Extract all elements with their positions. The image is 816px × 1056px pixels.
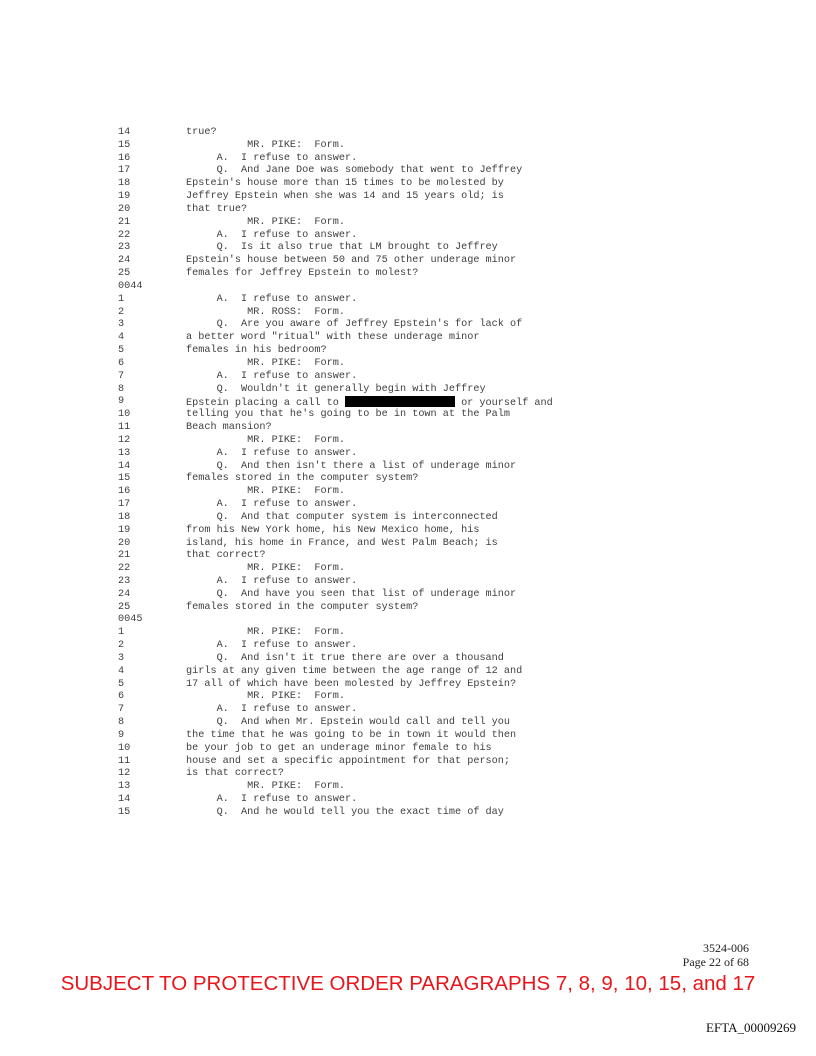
line-number: 4 [118, 332, 125, 344]
transcript-line [118, 640, 638, 653]
transcript-line [118, 512, 638, 525]
line-number: 1 [118, 627, 125, 639]
line-text [186, 486, 345, 499]
page-number: Page 22 of 68 [682, 955, 749, 969]
line-number: 15 [118, 806, 131, 818]
line-text [186, 319, 522, 332]
line-text-content: MR. PIKE: Form. [186, 781, 345, 793]
line-number: 3 [118, 319, 125, 331]
line-text-content: Q. And Jane Doe was somebody that went to Jeffrey [186, 165, 523, 177]
line-text-content: A. I refuse to answer. [186, 704, 358, 716]
line-text-content: females in his bedroom? [186, 345, 327, 357]
line-number: 24 [118, 255, 131, 267]
transcript-line [118, 525, 638, 538]
line-text-after-redaction: or yourself and [454, 398, 553, 410]
line-number: 11 [118, 422, 131, 434]
line-text [186, 679, 516, 692]
line-number: 12 [118, 434, 131, 446]
transcript-line [118, 319, 638, 332]
line-text [186, 538, 498, 551]
line-text-content: MR. PIKE: Form. [186, 691, 345, 703]
redaction-box [345, 396, 455, 407]
transcript-line [118, 461, 638, 474]
line-text-content: MR. PIKE: Form. [186, 357, 345, 369]
line-text [186, 268, 418, 281]
line-number: 2 [118, 306, 125, 318]
line-text-content: be your job to get an underage minor female to his [186, 742, 492, 754]
transcript-line [118, 576, 638, 589]
line-number: 7 [118, 704, 125, 716]
line-text-content: Epstein's house more than 15 times to be molested by [186, 178, 504, 190]
transcript-line [118, 807, 638, 820]
transcript-line [118, 255, 638, 268]
line-text [186, 653, 504, 666]
line-text [186, 242, 498, 255]
line-text-content: true? [186, 127, 217, 138]
line-text [186, 165, 522, 178]
line-number: 14 [118, 127, 131, 138]
line-number: 17 [118, 499, 131, 511]
line-text [186, 525, 479, 538]
line-text [186, 461, 516, 474]
line-text [186, 627, 345, 640]
transcript-line [118, 499, 638, 512]
line-text [186, 435, 345, 448]
line-number: 10 [118, 409, 131, 421]
line-text [186, 307, 345, 320]
line-number: 24 [118, 588, 131, 600]
transcript-line [118, 756, 638, 769]
line-text-content: a better word "ritual" with these underage minor [186, 332, 480, 344]
line-text-content: A. I refuse to answer. [186, 640, 358, 652]
line-text [186, 473, 418, 486]
line-number: 5 [118, 678, 125, 690]
line-text-content: island, his home in France, and West Palm Beach; is [186, 537, 498, 549]
line-text [186, 743, 492, 756]
line-number: 6 [118, 691, 125, 703]
protective-order-notice: SUBJECT TO PROTECTIVE ORDER PARAGRAPHS 7, 8, 9, 10, 15, and 17 [60, 972, 756, 995]
line-number: 16 [118, 152, 131, 164]
line-text-content: house and set a specific appointment for that person; [186, 755, 511, 767]
line-number: 18 [118, 178, 131, 190]
line-text [186, 691, 345, 704]
transcript-line [118, 666, 638, 679]
page-marker: 0044 [118, 280, 143, 292]
line-number: 10 [118, 742, 131, 754]
line-number: 14 [118, 460, 131, 472]
line-text [186, 127, 217, 140]
transcript-line [118, 127, 638, 140]
line-text [186, 717, 510, 730]
line-text-content: that true? [186, 203, 248, 215]
transcript-line [118, 345, 638, 358]
page-marker: 0045 [118, 614, 143, 626]
line-number: 23 [118, 575, 131, 587]
line-text-content: A. I refuse to answer. [186, 575, 358, 587]
transcript-line [118, 204, 638, 217]
line-text [186, 602, 418, 615]
transcript-line [118, 550, 638, 563]
line-text-content: Q. And have you seen that list of underage minor [186, 588, 517, 600]
line-text-content: A. I refuse to answer. [186, 152, 358, 164]
line-text-content: Q. And then isn't there a list of underage minor [186, 460, 517, 472]
line-text [186, 422, 272, 435]
line-number: 13 [118, 447, 131, 459]
line-number: 17 [118, 165, 131, 177]
transcript-line [118, 217, 638, 230]
transcript-line [118, 268, 638, 281]
line-text-content: from his New York home, his New Mexico home, his [186, 524, 480, 536]
line-text [186, 345, 327, 358]
transcript-line [118, 435, 638, 448]
line-number: 25 [118, 601, 131, 613]
line-text-content: A. I refuse to answer. [186, 794, 358, 806]
transcript-line [118, 653, 638, 666]
line-text-content: girls at any given time between the age range of 12 and [186, 665, 523, 677]
transcript-line [118, 781, 638, 794]
line-number: 13 [118, 781, 131, 793]
transcript-line [118, 473, 638, 486]
line-text [186, 204, 247, 217]
line-text [186, 140, 345, 153]
transcript-page-marker [118, 281, 638, 294]
line-text-content: Epstein placing a call to [186, 398, 345, 410]
transcript-line [118, 140, 638, 153]
transcript-line [118, 704, 638, 717]
transcript-line [118, 538, 638, 551]
line-text [186, 217, 345, 230]
line-text-content: A. I refuse to answer. [186, 370, 358, 382]
line-text-content: A. I refuse to answer. [186, 293, 358, 305]
line-text-content: is that correct? [186, 768, 284, 780]
line-number: 16 [118, 486, 131, 498]
line-number: 20 [118, 203, 131, 215]
line-text [186, 409, 510, 422]
line-text-content: Q. Are you aware of Jeffrey Epstein's for lack of [186, 319, 523, 331]
line-number: 15 [118, 473, 131, 485]
line-text [186, 794, 357, 807]
line-text [186, 563, 345, 576]
line-text-content: A. I refuse to answer. [186, 229, 358, 241]
line-number: 25 [118, 268, 131, 280]
transcript-line [118, 768, 638, 781]
line-text [186, 384, 486, 397]
line-text-content: females stored in the computer system? [186, 601, 419, 613]
line-number: 22 [118, 229, 131, 241]
line-text-content: MR. ROSS: Form. [186, 306, 345, 318]
bates-number: EFTA_00009269 [706, 1020, 796, 1035]
line-text [186, 371, 357, 384]
line-text [186, 550, 265, 563]
line-text [186, 781, 345, 794]
transcript-line [118, 409, 638, 422]
line-text [186, 512, 498, 525]
line-text-content: Q. Wouldn't it generally begin with Jeffrey [186, 383, 486, 395]
line-number: 6 [118, 357, 125, 369]
transcript-line [118, 730, 638, 743]
transcript-line [118, 422, 638, 435]
line-text-content: females for Jeffrey Epstein to molest? [186, 268, 419, 280]
line-number: 22 [118, 563, 131, 575]
transcript-line [118, 589, 638, 602]
line-number: 7 [118, 370, 125, 382]
transcript-line [118, 191, 638, 204]
line-text [186, 576, 357, 589]
line-number: 11 [118, 755, 131, 767]
line-text-content: MR. PIKE: Form. [186, 563, 345, 575]
transcript-line [118, 230, 638, 243]
line-text [186, 807, 504, 820]
line-text [186, 704, 357, 717]
line-text-content: A. I refuse to answer. [186, 447, 358, 459]
line-text-content: Q. Is it also true that LM brought to Jeffrey [186, 242, 498, 254]
line-text [186, 332, 479, 345]
line-text [186, 358, 345, 371]
transcript-line [118, 679, 638, 692]
line-text-content: females stored in the computer system? [186, 473, 419, 485]
line-text-content: Q. And when Mr. Epstein would call and tell you [186, 717, 511, 729]
transcript-line [118, 691, 638, 704]
line-number: 9 [118, 396, 125, 408]
line-number: 14 [118, 794, 131, 806]
line-text-content: Beach mansion? [186, 422, 272, 434]
transcript-line [118, 602, 638, 615]
line-number: 20 [118, 537, 131, 549]
line-text-content: MR. PIKE: Form. [186, 627, 345, 639]
line-text-content: MR. PIKE: Form. [186, 434, 345, 446]
transcript-line [118, 153, 638, 166]
transcript-line [118, 332, 638, 345]
line-number: 18 [118, 511, 131, 523]
line-text-content: that correct? [186, 550, 266, 562]
transcript-page-marker [118, 614, 638, 627]
transcript-line [118, 384, 638, 397]
line-number: 5 [118, 345, 125, 357]
document-code: 3524-006 [703, 941, 749, 955]
transcript-line [118, 486, 638, 499]
line-number: 19 [118, 191, 131, 203]
transcript-line [118, 563, 638, 576]
line-number: 4 [118, 665, 125, 677]
transcript-line [118, 743, 638, 756]
line-text [186, 499, 357, 512]
line-text-content: MR. PIKE: Form. [186, 216, 345, 228]
line-text-content: Q. And he would tell you the exact time of day [186, 806, 504, 818]
deposition-transcript [118, 127, 638, 820]
line-text [186, 756, 510, 769]
line-text-content: Jeffrey Epstein when she was 14 and 15 years old; is [186, 191, 504, 203]
line-text-content: Epstein's house between 50 and 75 other underage minor [186, 255, 517, 267]
line-number: 9 [118, 729, 125, 741]
line-text [186, 178, 504, 191]
transcript-line [118, 794, 638, 807]
line-number: 12 [118, 768, 131, 780]
line-text-content: 17 all of which have been molested by Jeffrey Epstein? [186, 678, 517, 690]
transcript-line [118, 294, 638, 307]
line-number: 19 [118, 524, 131, 536]
transcript-line [118, 165, 638, 178]
line-text [186, 230, 357, 243]
line-text [186, 589, 516, 602]
transcript-line [118, 717, 638, 730]
transcript-line [118, 358, 638, 371]
transcript-line [118, 371, 638, 384]
line-text [186, 768, 284, 781]
line-text-content: A. I refuse to answer. [186, 499, 358, 511]
line-text-content: MR. PIKE: Form. [186, 139, 345, 151]
line-text-content: Q. And isn't it true there are over a thousand [186, 652, 504, 664]
line-number: 21 [118, 550, 131, 562]
line-text [186, 730, 516, 743]
transcript-line [118, 627, 638, 640]
line-text [186, 153, 357, 166]
line-number: 8 [118, 717, 125, 729]
transcript-line [118, 448, 638, 461]
line-text [186, 666, 522, 679]
line-number: 1 [118, 293, 125, 305]
line-number: 21 [118, 216, 131, 228]
line-text [186, 294, 357, 307]
transcript-line [118, 242, 638, 255]
transcript-line [118, 307, 638, 320]
line-text [186, 255, 516, 268]
transcript-line [118, 396, 638, 409]
line-number: 3 [118, 652, 125, 664]
line-text [186, 191, 504, 204]
line-number: 2 [118, 640, 125, 652]
line-text [186, 640, 357, 653]
line-number: 15 [118, 139, 131, 151]
transcript-line [118, 178, 638, 191]
line-text-content: telling you that he's going to be in town at the Palm [186, 409, 511, 421]
line-text-content: the time that he was going to be in town it would then [186, 729, 517, 741]
line-text-content: MR. PIKE: Form. [186, 486, 345, 498]
line-number: 23 [118, 242, 131, 254]
line-number: 8 [118, 383, 125, 395]
line-text [186, 448, 357, 461]
line-text-content: Q. And that computer system is interconnected [186, 511, 498, 523]
